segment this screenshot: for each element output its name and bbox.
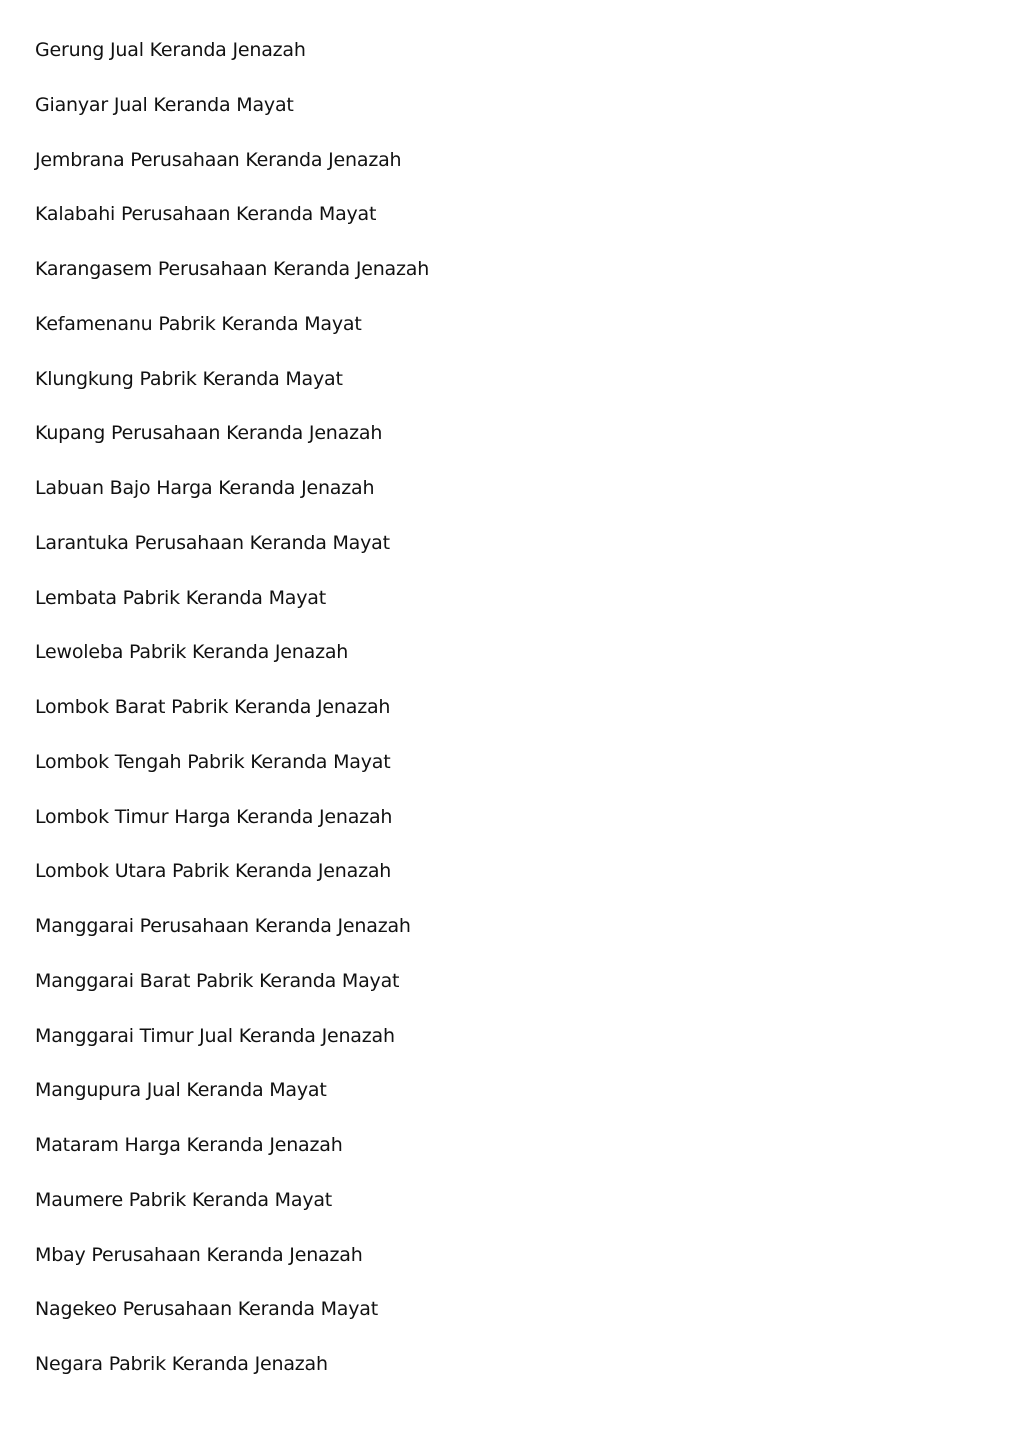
list-item: Karangasem Perusahaan Keranda Jenazah bbox=[35, 258, 430, 280]
list-item: Lombok Timur Harga Keranda Jenazah bbox=[35, 805, 393, 828]
list-item: Lembata Pabrik Keranda Mayat bbox=[35, 586, 326, 609]
list-item: Gianyar Jual Keranda Mayat bbox=[35, 93, 294, 116]
location-list bbox=[35, 36, 935, 1405]
list-item: Lewoleba Pabrik Keranda Jenazah bbox=[35, 641, 349, 664]
list-item: Manggarai Perusahaan Keranda Jenazah bbox=[35, 915, 411, 937]
list-item: Kalabahi Perusahaan Keranda Mayat bbox=[35, 203, 377, 226]
list-item: Larantuka Perusahaan Keranda Mayat bbox=[35, 531, 390, 554]
list-item: Manggarai Timur Jual Keranda Jenazah bbox=[35, 1024, 395, 1047]
list-item: Mangupura Jual Keranda Mayat bbox=[35, 1079, 327, 1102]
list-item: Gerung Jual Keranda Jenazah bbox=[35, 39, 306, 61]
list-item: Lombok Tengah Pabrik Keranda Mayat bbox=[35, 750, 391, 773]
list-item: Negara Pabrik Keranda Jenazah bbox=[35, 1353, 328, 1375]
list-item: Labuan Bajo Harga Keranda Jenazah bbox=[35, 477, 375, 499]
list-item: Kefamenanu Pabrik Keranda Mayat bbox=[35, 312, 362, 335]
list-item: Manggarai Barat Pabrik Keranda Mayat bbox=[35, 969, 400, 992]
list-item: Jembrana Perusahaan Keranda Jenazah bbox=[35, 148, 402, 171]
list-item: Lombok Barat Pabrik Keranda Jenazah bbox=[35, 696, 391, 718]
list-item: Maumere Pabrik Keranda Mayat bbox=[35, 1188, 333, 1211]
list-item: Kupang Perusahaan Keranda Jenazah bbox=[35, 422, 383, 445]
list-item: Mataram Harga Keranda Jenazah bbox=[35, 1134, 343, 1156]
list-item: Mbay Perusahaan Keranda Jenazah bbox=[35, 1243, 363, 1266]
list-item: Lombok Utara Pabrik Keranda Jenazah bbox=[35, 860, 392, 883]
list-item: Klungkung Pabrik Keranda Mayat bbox=[35, 367, 343, 390]
list-item: Nagekeo Perusahaan Keranda Mayat bbox=[35, 1298, 378, 1321]
